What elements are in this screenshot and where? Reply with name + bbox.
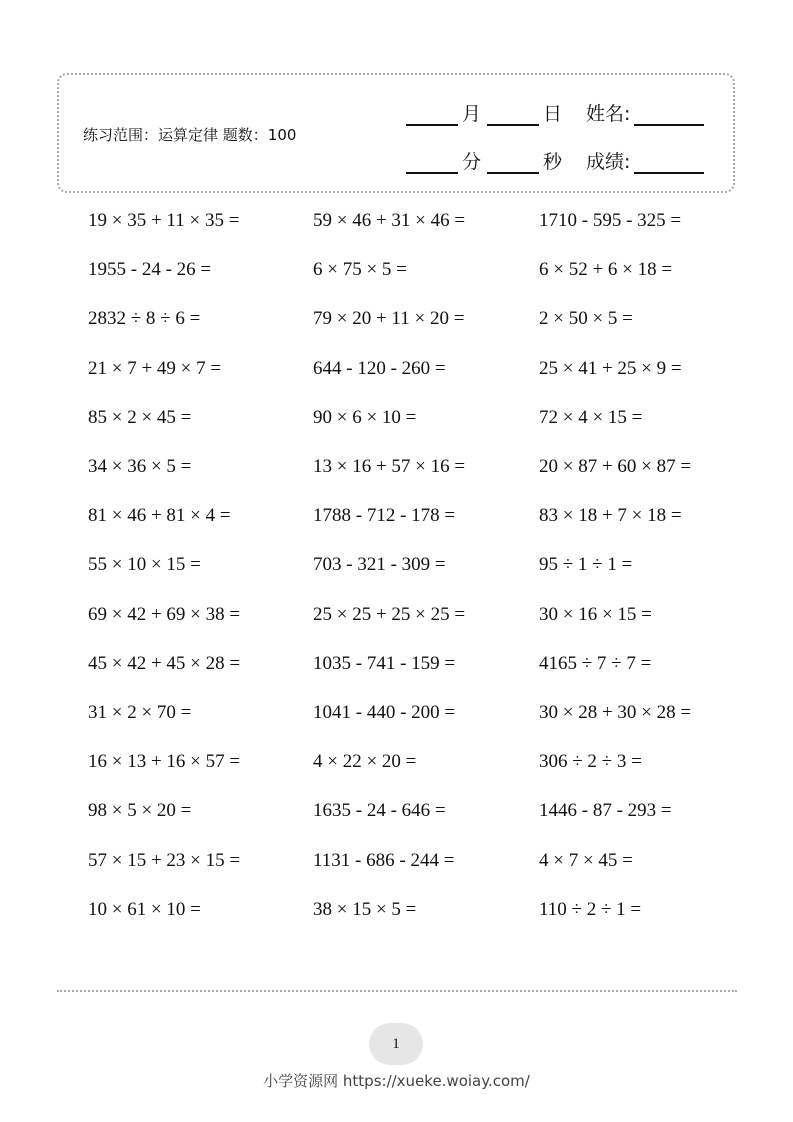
dotted-divider [57, 990, 737, 992]
problem-item: 85 × 2 × 45 = [88, 406, 192, 428]
problem-item: 1955 - 24 - 26 = [88, 259, 212, 281]
site-footer: 小学资源网 https://xueke.woiay.com/ [263, 1072, 530, 1090]
problem-item: 79 × 20 + 11 × 20 = [313, 308, 465, 330]
practice-range: 练习范围：运算定律 题数：100 [83, 126, 297, 144]
problem-item: 31 × 2 × 70 = [88, 702, 192, 723]
problem-item: 30 × 28 + 30 × 28 = [539, 702, 692, 723]
score-label: 成绩: [586, 151, 631, 173]
day-blank[interactable] [487, 104, 539, 126]
problem-item: 45 × 42 + 45 × 28 = [88, 652, 241, 674]
problem-item: 83 × 18 + 7 × 18 = [539, 505, 682, 527]
problem-item: 1041 - 440 - 200 = [313, 702, 456, 723]
time-score-row [406, 147, 704, 174]
problem-item: 38 × 15 × 5 = [313, 898, 417, 920]
day-label: 日 [543, 103, 563, 125]
month-label: 月 [462, 103, 482, 125]
problem-item: 20 × 87 + 60 × 87 = [539, 456, 692, 477]
problem-item: 19 × 35 + 11 × 35 = [88, 210, 240, 231]
problem-item: 2 × 50 × 5 = [539, 308, 633, 330]
problem-item: 4 × 7 × 45 = [539, 849, 633, 871]
problem-item: 4 × 22 × 20 = [313, 751, 417, 773]
problem-item: 1710 - 595 - 325 = [539, 210, 682, 231]
problem-item: 21 × 7 + 49 × 7 = [88, 357, 222, 379]
problem-item: 72 × 4 × 15 = [539, 406, 643, 428]
problem-item: 1446 - 87 - 293 = [539, 800, 672, 822]
page-number: 1 [369, 1023, 423, 1065]
problem-item: 13 × 16 + 57 × 16 = [313, 456, 466, 477]
problem-item: 644 - 120 - 260 = [313, 357, 446, 379]
problem-item: 55 × 10 × 15 = [88, 554, 201, 576]
problem-item: 95 ÷ 1 ÷ 1 = [539, 554, 633, 576]
problem-item: 1035 - 741 - 159 = [313, 652, 456, 674]
problem-item: 1635 - 24 - 646 = [313, 800, 446, 822]
problem-item: 25 × 41 + 25 × 9 = [539, 357, 682, 379]
problem-item: 10 × 61 × 10 = [88, 898, 201, 920]
problem-item: 4165 ÷ 7 ÷ 7 = [539, 652, 652, 674]
problem-item: 6 × 75 × 5 = [313, 259, 407, 281]
date-name-row [406, 99, 704, 126]
problem-item: 703 - 321 - 309 = [313, 554, 446, 576]
problem-item: 90 × 6 × 10 = [313, 406, 417, 428]
problem-item: 2832 ÷ 8 ÷ 6 = [88, 308, 201, 330]
problem-item: 98 × 5 × 20 = [88, 800, 192, 822]
second-blank[interactable] [487, 152, 539, 174]
name-blank[interactable] [634, 104, 704, 126]
name-label: 姓名: [586, 103, 631, 125]
worksheet-header [57, 73, 735, 193]
problem-item: 30 × 16 × 15 = [539, 603, 652, 625]
problem-item: 6 × 52 + 6 × 18 = [539, 259, 673, 281]
second-label: 秒 [543, 151, 563, 173]
problem-item: 34 × 36 × 5 = [88, 456, 192, 477]
minute-blank[interactable] [406, 152, 458, 174]
problem-item: 69 × 42 + 69 × 38 = [88, 603, 241, 625]
problem-item: 59 × 46 + 31 × 46 = [313, 210, 466, 231]
problem-item: 306 ÷ 2 ÷ 3 = [539, 751, 642, 773]
problem-item: 57 × 15 + 23 × 15 = [88, 849, 241, 871]
problem-item: 25 × 25 + 25 × 25 = [313, 603, 466, 625]
problem-item: 16 × 13 + 16 × 57 = [88, 751, 241, 773]
problem-item: 1131 - 686 - 244 = [313, 849, 455, 871]
problem-item: 1788 - 712 - 178 = [313, 505, 456, 527]
minute-label: 分 [462, 151, 482, 173]
problem-item: 81 × 46 + 81 × 4 = [88, 505, 231, 527]
month-blank[interactable] [406, 104, 458, 126]
score-blank[interactable] [634, 152, 704, 174]
problem-item: 110 ÷ 2 ÷ 1 = [539, 898, 642, 920]
